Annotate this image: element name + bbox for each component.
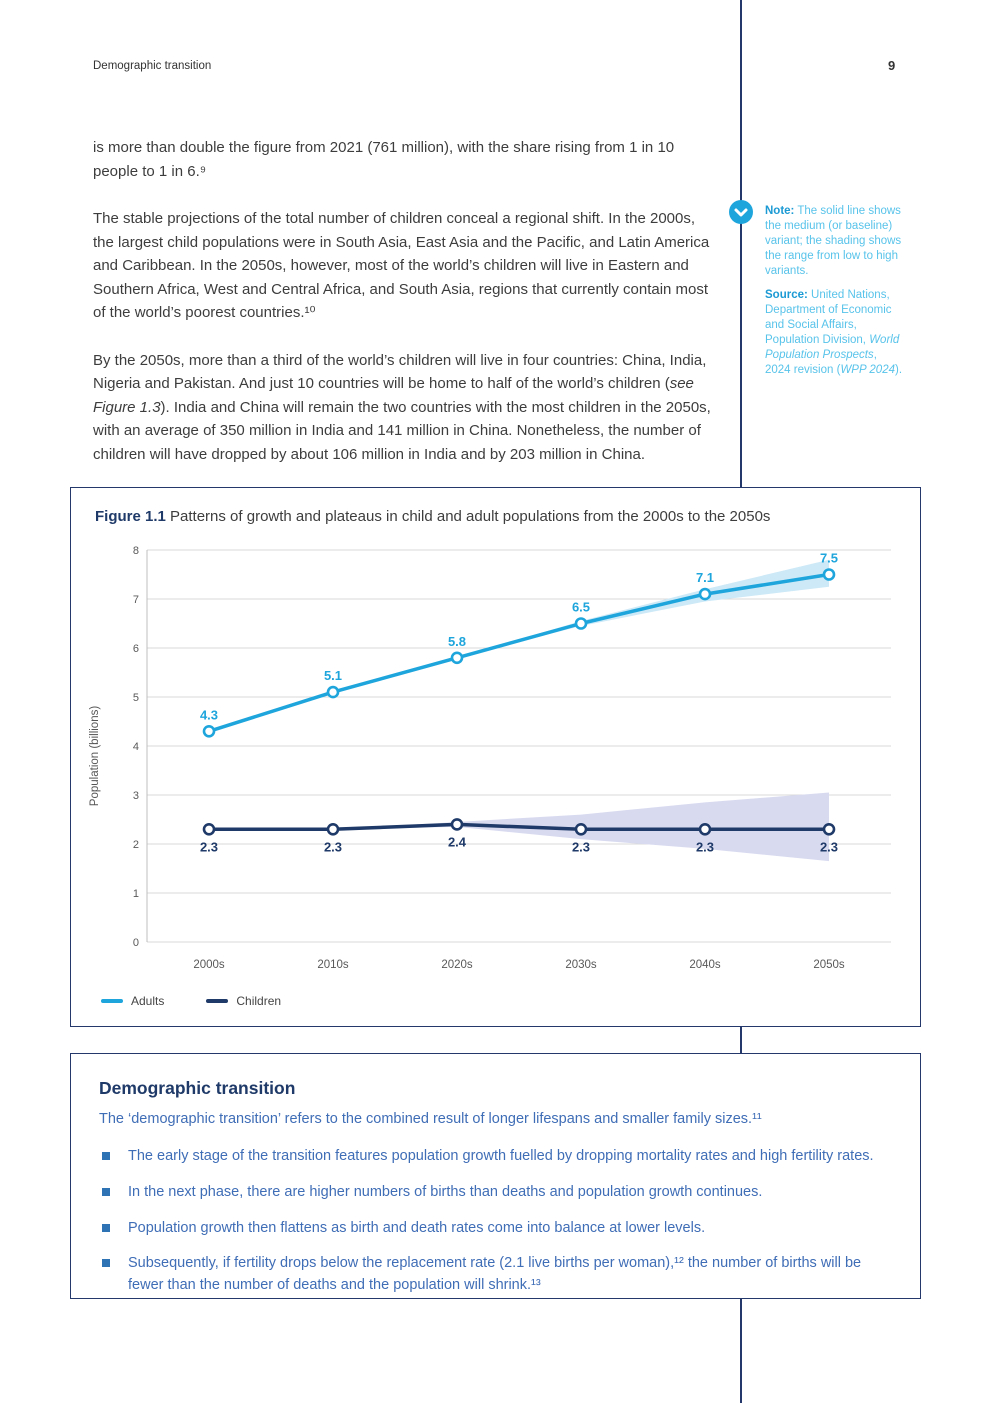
- figure-reference: see Figure 1.3: [93, 375, 694, 416]
- source-block: [765, 288, 905, 378]
- svg-text:2: 2: [132, 839, 139, 851]
- line-chart: [107, 538, 907, 978]
- svg-text:2030s: 2030s: [565, 959, 597, 971]
- source-publication-title: World Population Prospects: [765, 334, 900, 361]
- figure-box: [70, 487, 921, 1027]
- page-number: 9: [888, 58, 896, 73]
- note-text: The solid line shows the medium (or baseline) variant; the shading shows the range from low to high variants.: [765, 205, 902, 277]
- svg-text:8: 8: [132, 545, 139, 557]
- figure-caption: Patterns of growth and plateaus in child and adult populations from the 2000s to the 2050s: [165, 508, 771, 525]
- svg-text:2.3: 2.3: [695, 839, 715, 855]
- bullet-text: In the next phase, there are higher numbers of births than deaths and population growth continues.: [128, 1183, 763, 1200]
- bullet-text: The early stage of the transition features population growth fuelled by dropping mortality rates and high fertility rates.: [128, 1148, 874, 1165]
- legend-label-adults: Adults: [131, 994, 165, 1008]
- square-bullet-icon: [102, 1259, 110, 1267]
- source-text: United Nations, Department of Economic and Social Affairs, Population Division,: [765, 289, 892, 346]
- paragraph-3-text: ). India and China will remain the two countries with the most children in the 2050s, with an average of 350 million in India and 141 million in China. Nonetheless, the number of children will have dropped by about 106 million in India and by 203 million in China.: [93, 398, 711, 463]
- svg-text:2.3: 2.3: [323, 839, 343, 855]
- source-text: , 2024 revision (: [765, 349, 877, 376]
- svg-text:7.1: 7.1: [695, 570, 715, 586]
- svg-text:2050s: 2050s: [813, 959, 845, 971]
- paragraph-3-text: By the 2050s, more than a third of the world’s children will live in four countries: China, India, Nigeria and Pakistan. And just 10 countries will be home to half of the world’s children (: [93, 351, 707, 392]
- box-intro: The ‘demographic transition’ refers to the combined result of longer lifespans and smaller family sizes.¹¹: [99, 1111, 762, 1127]
- legend-item-adults: [101, 994, 164, 1008]
- svg-text:4.3: 4.3: [199, 707, 219, 723]
- bullet-item: [99, 1182, 892, 1204]
- note-label: Note:: [765, 205, 795, 217]
- box-heading: Demographic transition: [99, 1078, 296, 1098]
- svg-text:2.3: 2.3: [819, 839, 839, 855]
- legend-item-children: [206, 994, 281, 1008]
- svg-text:7.5: 7.5: [819, 550, 839, 566]
- adults-line-swatch: [101, 999, 123, 1003]
- square-bullet-icon: [102, 1188, 110, 1196]
- source-abbreviation: WPP 2024: [840, 364, 895, 376]
- svg-text:2000s: 2000s: [193, 959, 225, 971]
- svg-text:6: 6: [132, 643, 139, 655]
- svg-text:2.3: 2.3: [571, 839, 591, 855]
- svg-text:7: 7: [132, 594, 139, 606]
- svg-text:5.8: 5.8: [447, 633, 467, 649]
- sidenote: [765, 204, 905, 387]
- bullet-item: [99, 1218, 892, 1240]
- source-label: Source:: [765, 289, 808, 301]
- svg-text:1: 1: [132, 888, 139, 900]
- svg-text:5.1: 5.1: [323, 668, 343, 684]
- running-header-title: Demographic transition: [93, 60, 212, 72]
- children-line-swatch: [206, 999, 228, 1003]
- paragraph-1: is more than double the figure from 2021 (761 million), with the share rising from 1 in 10 people to 1 in 6.⁹: [93, 139, 675, 180]
- svg-text:0: 0: [132, 937, 139, 949]
- figure-title: [95, 508, 770, 525]
- svg-text:4: 4: [132, 741, 139, 753]
- paragraph-2: The stable projections of the total number of children conceal a regional shift. In the 2000s, the largest child populations were in South Asia, East Asia and the Pacific, and Latin America and Caribbean. In the 2050s, however, most of the world’s children will live in Eastern and Southern Africa, West and Central Africa, and South Asia, regions that currently contain most of the world’s poorest countries.¹⁰: [93, 210, 710, 321]
- figure-label: Figure 1.1: [95, 508, 166, 525]
- square-bullet-icon: [102, 1224, 110, 1232]
- svg-text:5: 5: [132, 692, 139, 704]
- bullet-text: Subsequently, if fertility drops below the replacement rate (2.1 live births per woman),¹² the number of births will be fewer than the number of deaths and the population will shrink.¹³: [128, 1255, 862, 1294]
- svg-text:2.4: 2.4: [447, 834, 467, 850]
- svg-text:2020s: 2020s: [441, 959, 473, 971]
- paragraph-3: [93, 349, 711, 467]
- y-axis-label: Population (billions): [89, 705, 101, 807]
- bullet-item: [99, 1253, 892, 1297]
- svg-text:2.3: 2.3: [199, 839, 219, 855]
- svg-text:2040s: 2040s: [689, 959, 721, 971]
- chevron-down-icon: [729, 200, 753, 224]
- note-block: [765, 204, 905, 279]
- body-text-column: [93, 136, 711, 490]
- bullet-item: [99, 1146, 892, 1168]
- svg-text:3: 3: [132, 790, 139, 802]
- demographic-transition-box: [70, 1053, 921, 1299]
- square-bullet-icon: [102, 1152, 110, 1160]
- bullet-text: Population growth then flattens as birth and death rates come into balance at lower levels.: [128, 1219, 706, 1236]
- legend-label-children: Children: [236, 994, 282, 1008]
- svg-text:2010s: 2010s: [317, 959, 349, 971]
- source-text: ).: [894, 364, 903, 376]
- svg-text:6.5: 6.5: [571, 599, 591, 615]
- chart-legend: [101, 994, 281, 1008]
